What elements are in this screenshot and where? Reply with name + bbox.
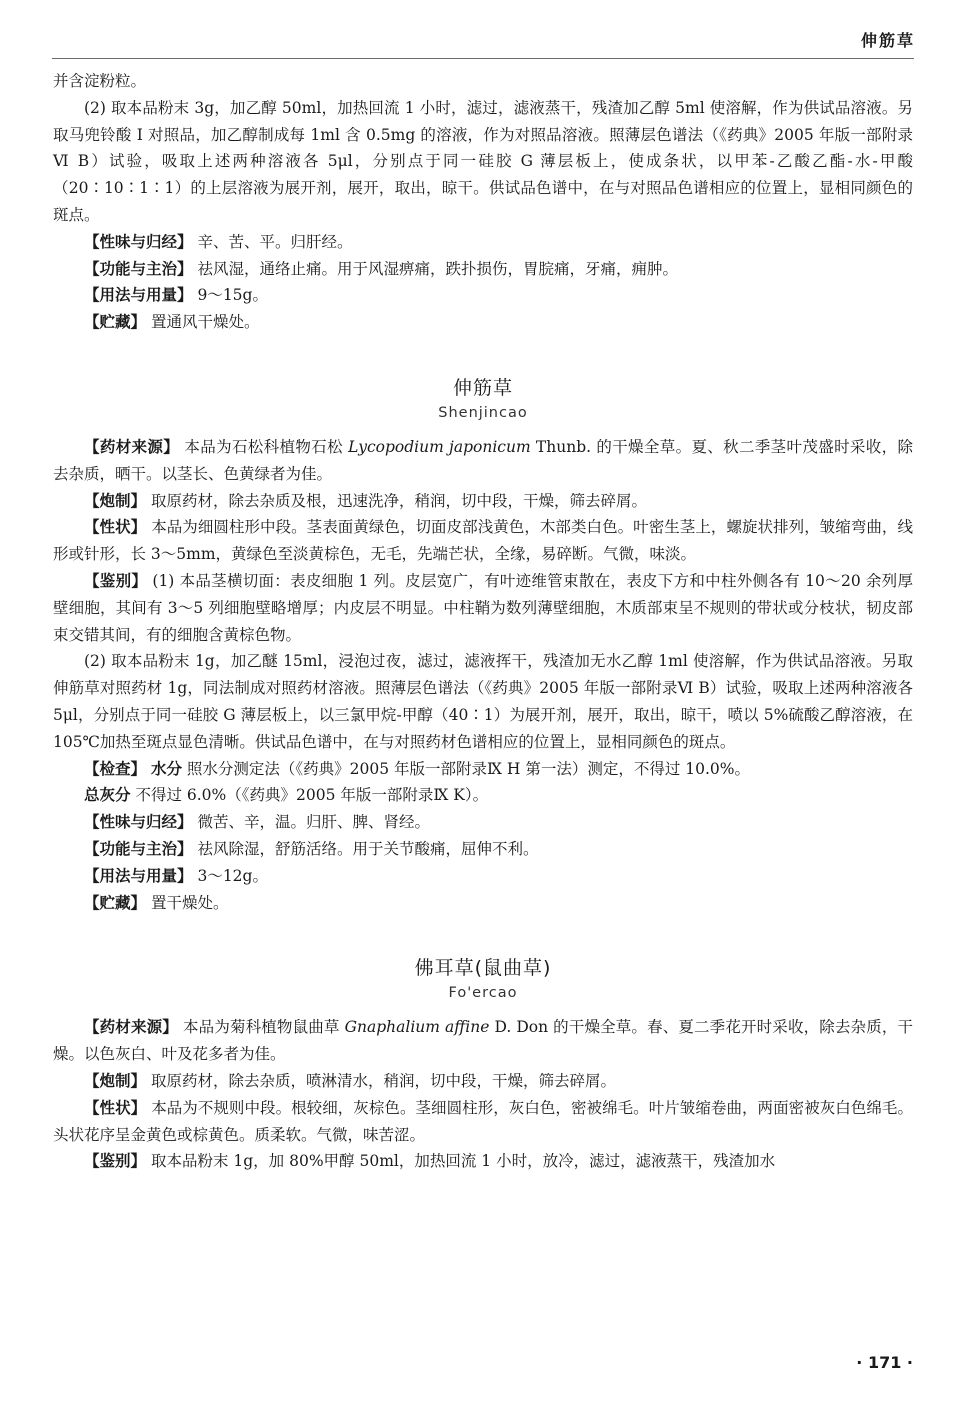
section-label: 【性状】 xyxy=(84,1098,147,1117)
section-label: 【炮制】 xyxy=(84,491,147,510)
section-label: 【炮制】 xyxy=(84,1071,147,1090)
section-text: 置通风干燥处。 xyxy=(150,313,260,332)
continuation-line: 并含淀粉粒。 xyxy=(53,72,147,90)
entry-title-shenjincao: 伸筋草 xyxy=(452,376,513,399)
entry1-total-ash xyxy=(53,782,913,809)
section-text: Thunb. 的干燥全草。夏、秋二季茎叶茂盛时采收，除去杂质，晒干。以茎长、色黄绿者为佳。 xyxy=(53,437,913,483)
section-text: 照水分测定法（《药典》2005 年版一部附录Ⅸ H 第一法）测定，不得过 10.0%。 xyxy=(186,759,751,778)
sub-label-moisture: 水分 xyxy=(150,759,182,778)
header-rule xyxy=(52,58,914,59)
section-label: 【贮藏】 xyxy=(84,893,147,912)
running-header-title: 伸筋草 xyxy=(860,31,915,50)
prev-identification-2: (2) 取本品粉末 3g，加乙醇 50ml，加热回流 1 小时，滤过，滤液蒸干，残渣加乙醇 5ml 使溶解，作为供试品溶液。另取马兜铃酸 I 对照品，加乙醇制成每 1ml 含 0.5mg 的溶液，作为对照品溶液。照薄层色谱法（《药典》2005 年版一部附录Ⅵ B）试验，吸取上述两种溶液各 5μl，分别点于同一硅胶 G 薄层板上，使成条状，以甲苯-乙酸乙酯-水-甲酸（20∶10∶1∶1）的上层溶液为展开剂，展开，取出，晾干。供试品色谱中，在与对照品色谱相应的位置上，显相同颜色的斑点。 xyxy=(53,98,913,224)
section-text: 本品为细圆柱形中段。茎表面黄绿色，切面皮部浅黄色，木部类白色。叶密生茎上，螺旋状排列，皱缩弯曲，线形或针形，长 3～5mm，黄绿色至淡黄棕色，无毛，先端芒状，全缘，易碎断。气微，味淡。 xyxy=(53,518,913,564)
entry1-taste-meridian xyxy=(53,809,913,836)
section-label: 【功能与主治】 xyxy=(84,259,193,278)
section-text: 取原药材，除去杂质及根，迅速洗净，稍润，切中段，干燥，筛去碎屑。 xyxy=(150,491,647,510)
section-text: 3～12g。 xyxy=(197,866,268,885)
entry-title-foercao: 佛耳草(鼠曲草) xyxy=(414,957,552,980)
entry2-description xyxy=(53,1095,913,1149)
section-text: 9～15g。 xyxy=(197,286,268,305)
section-label: 【性味与归经】 xyxy=(84,813,193,832)
section-text: 本品为石松科植物石松 xyxy=(184,437,349,456)
section-text: 本品为菊科植物鼠曲草 xyxy=(183,1018,345,1037)
section-text: 置干燥处。 xyxy=(150,893,229,912)
prev-storage xyxy=(53,309,913,336)
entry1-inspection xyxy=(53,756,913,783)
section-label: 【药材来源】 xyxy=(84,1018,178,1037)
entry1-dosage xyxy=(53,863,913,890)
entry1-identification-1 xyxy=(53,568,913,648)
entry1-identification-2: (2) 取本品粉末 1g，加乙醚 15ml，浸泡过夜，滤过，滤液挥干，残渣加无水乙醇 1ml 使溶解，作为供试品溶液。另取伸筋草对照药材 1g，同法制成对照药材溶液。照薄层色谱法（《药典》2005 年版一部附录Ⅵ B）试验，吸取上述两种溶液各 5μl，分别点于同一硅胶 G 薄层板上，以三氯甲烷-甲醇（40∶1）为展开剂，展开，取出，晾干，喷以 5%硫酸乙醇溶液，在 105℃加热至斑点显色清晰。供试品色谱中，在与对照药材色谱相应的位置上，显相同颜色的斑点。 xyxy=(53,652,913,751)
section-text: 祛风除湿，舒筋活络。用于关节酸痛，屈伸不利。 xyxy=(197,839,539,858)
entry2-processing xyxy=(53,1068,913,1095)
section-label: 【药材来源】 xyxy=(84,437,180,456)
entry-pinyin-shenjincao: Shenjincao xyxy=(438,404,528,421)
entry1-description xyxy=(53,514,913,568)
section-label: 【贮藏】 xyxy=(84,313,147,332)
section-text: D. Don 的干燥全草。春、夏二季花开时采收，除去杂质，干燥。以色灰白、叶及花多者为佳。 xyxy=(53,1018,914,1064)
entry1-processing xyxy=(53,488,913,515)
section-label: 【性状】 xyxy=(84,518,147,537)
section-label: 【性味与归经】 xyxy=(84,232,193,251)
sub-label-total-ash: 总灰分 xyxy=(84,786,131,805)
section-label: 【鉴别】 xyxy=(84,571,148,590)
entry1-source xyxy=(53,434,913,488)
section-label: 【检查】 xyxy=(84,759,147,778)
latin-species-name: Gnaphalium affine xyxy=(344,1018,490,1037)
section-label: 【用法与用量】 xyxy=(84,286,193,305)
section-text: 祛风湿，通络止痛。用于风湿痹痛，跌扑损伤，胃脘痛，牙痛，痈肿。 xyxy=(197,259,678,278)
section-text: 微苦、辛，温。归肝、脾、肾经。 xyxy=(197,813,430,832)
section-text: 本品为不规则中段。根较细，灰棕色。茎细圆柱形，灰白色，密被绵毛。叶片皱缩卷曲，两面密被灰白色绵毛。头状花序呈金黄色或棕黄色。质柔软。气微，味苦涩。 xyxy=(53,1098,913,1144)
page-number: · 171 · xyxy=(856,1353,913,1372)
prev-dosage xyxy=(53,282,913,309)
entry1-functions xyxy=(53,836,913,863)
prev-functions xyxy=(53,256,913,283)
section-label: 【功能与主治】 xyxy=(84,839,193,858)
entry1-storage xyxy=(53,890,913,917)
entry-pinyin-foercao: Fo'ercao xyxy=(448,985,518,1002)
section-text: 取原药材，除去杂质，喷淋清水，稍润，切中段，干燥，筛去碎屑。 xyxy=(150,1071,616,1090)
entry2-identification xyxy=(53,1148,913,1175)
section-text: (1) 本品茎横切面：表皮细胞 1 列。皮层宽广，有叶迹维管束散在，表皮下方和中柱外侧各有 10～20 余列厚壁细胞，其间有 3～5 列细胞壁略增厚；内皮层不明显。中柱鞘为数列薄壁细胞，木质部束呈不规则的带状或分枝状，韧皮部束交错其间，有的细胞含黄棕色物。 xyxy=(53,571,913,644)
prev-taste-meridian xyxy=(53,229,913,256)
section-text: 辛、苦、平。归肝经。 xyxy=(197,232,353,251)
section-text: 取本品粉末 1g，加 80%甲醇 50ml，加热回流 1 小时，放冷，滤过，滤液蒸干，残渣加水 xyxy=(150,1152,776,1171)
section-label: 【用法与用量】 xyxy=(84,866,193,885)
section-text: 不得过 6.0%（《药典》2005 年版一部附录Ⅸ K）。 xyxy=(135,786,489,805)
latin-species-name: Lycopodium japonicum xyxy=(348,437,531,456)
entry2-source xyxy=(53,1014,913,1068)
section-label: 【鉴别】 xyxy=(84,1152,147,1171)
page-body xyxy=(53,68,913,1175)
